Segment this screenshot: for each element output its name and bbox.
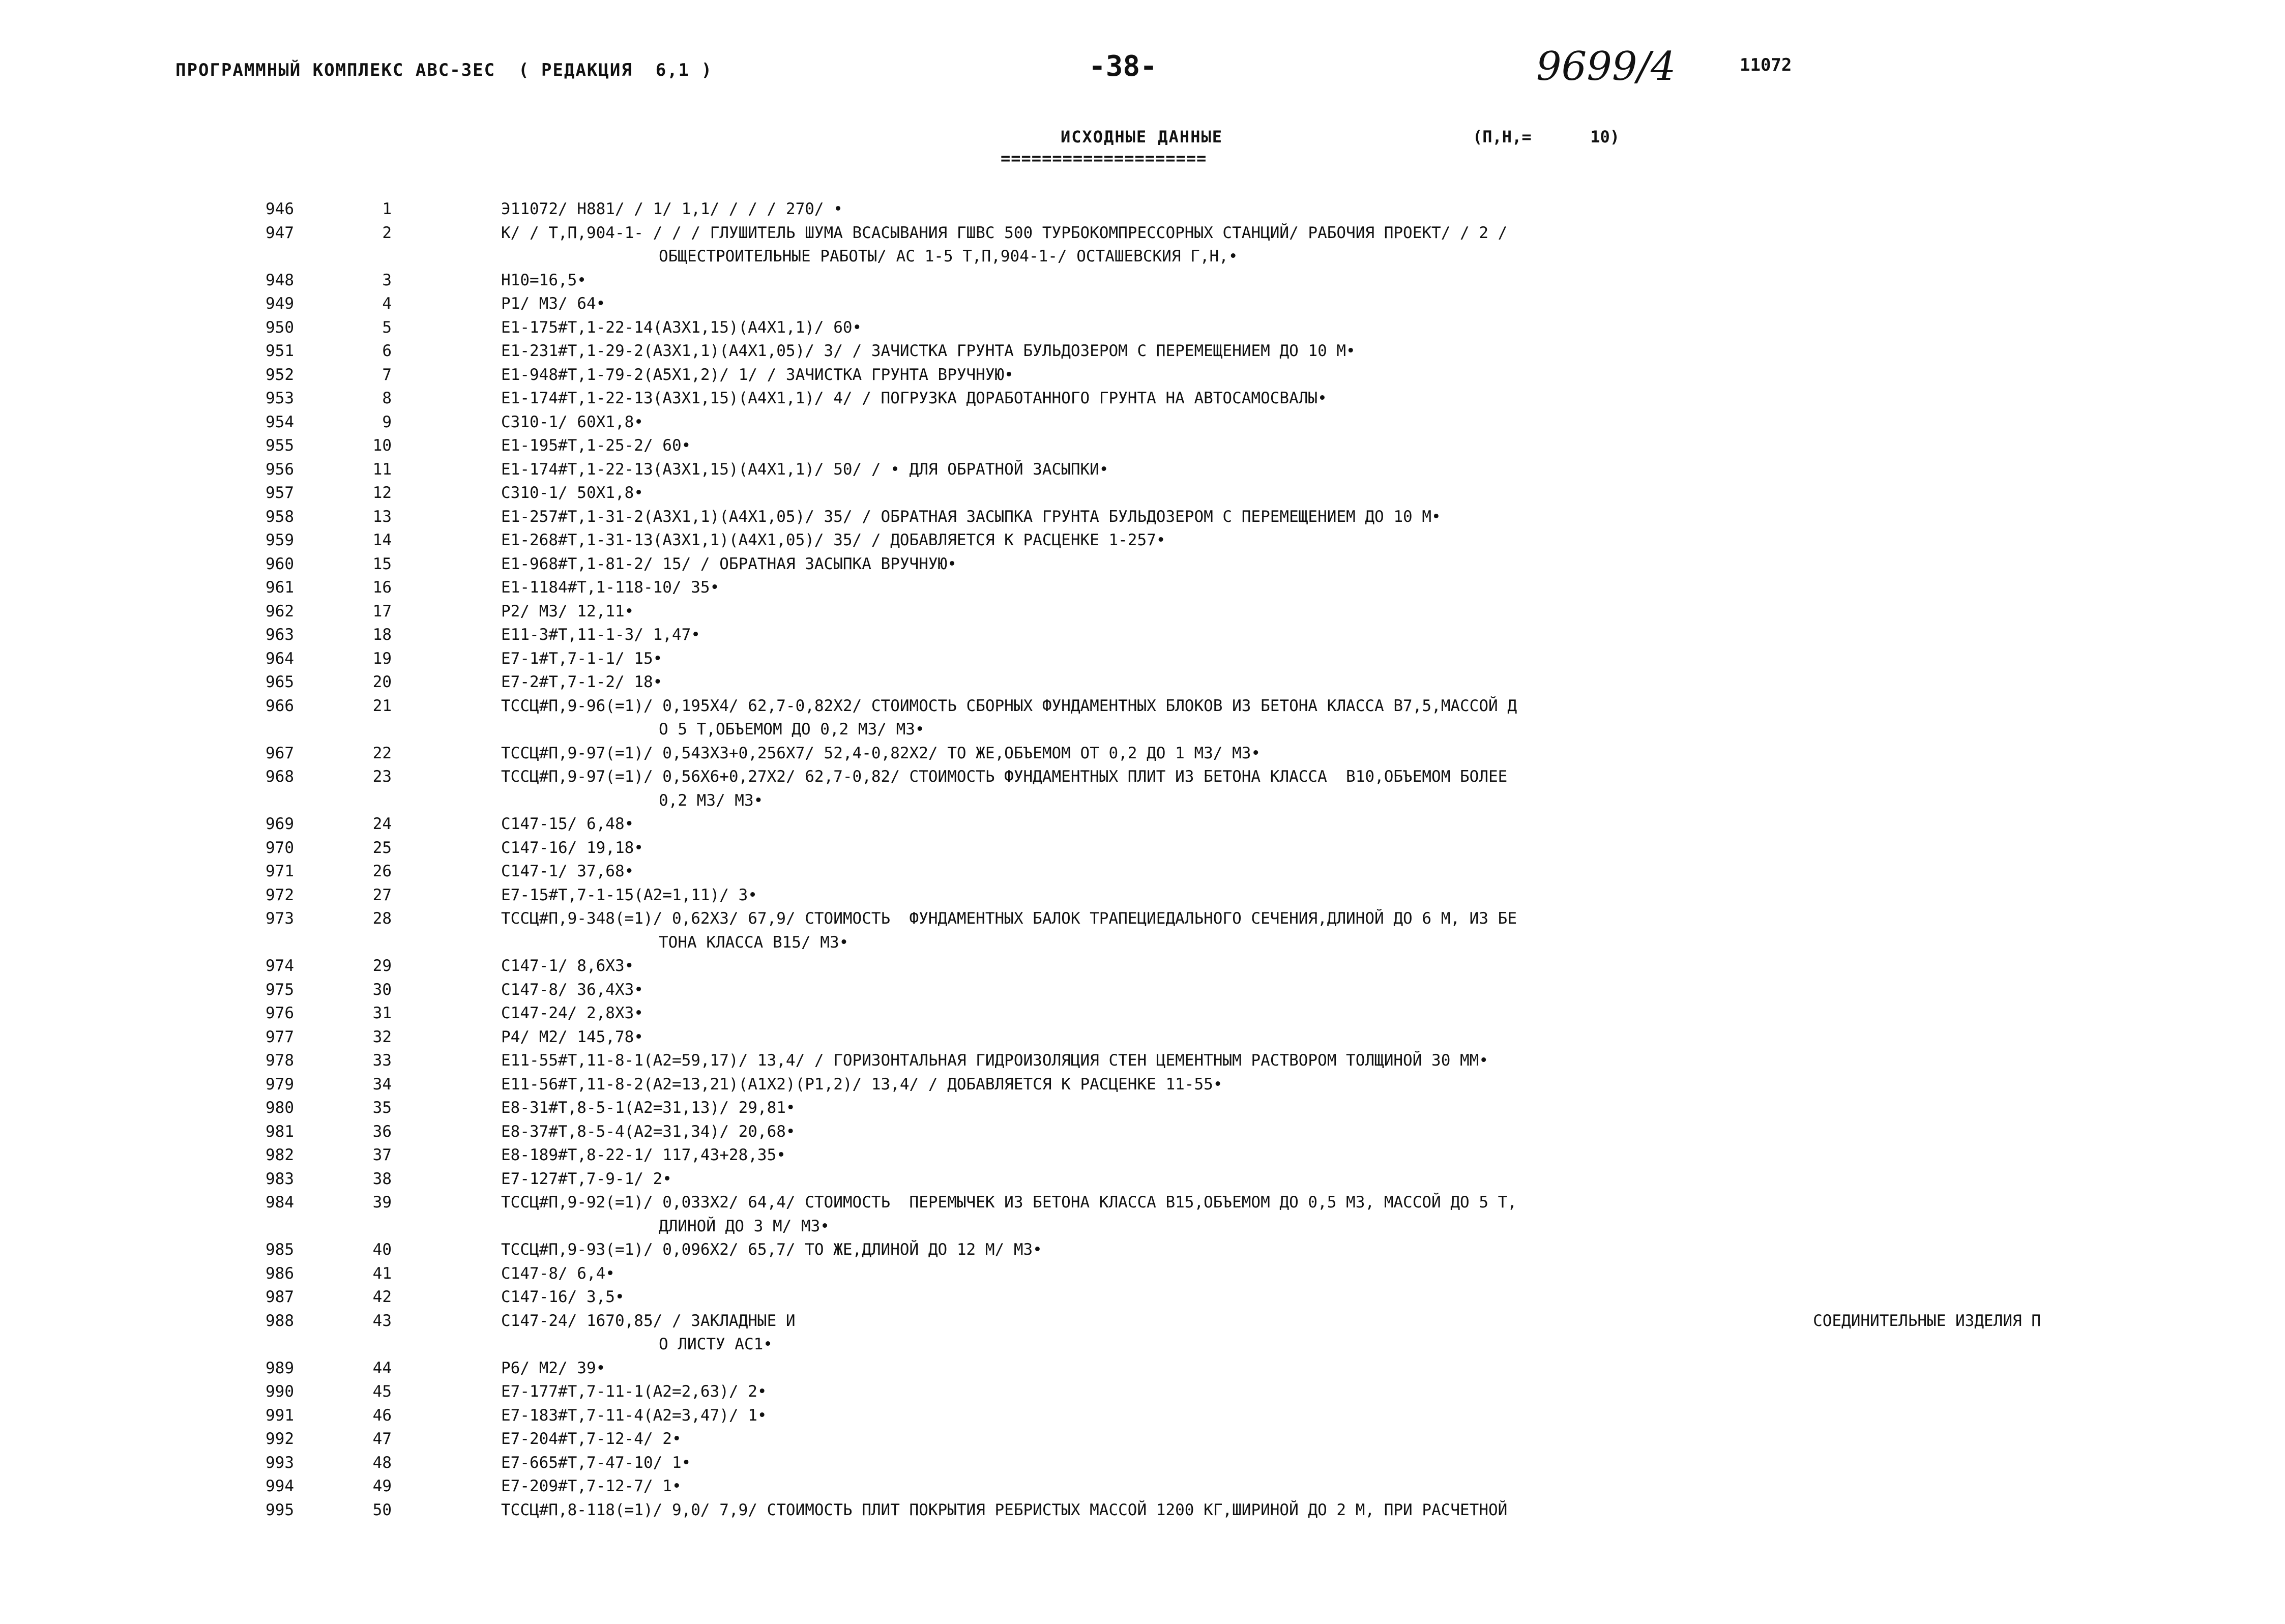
line-text-main: Е7-665#Т,7-47-10/ 1•	[501, 1453, 691, 1472]
line-sequence-number: 961	[266, 578, 294, 597]
line-text-main: Е7-183#Т,7-11-4(А2=3,47)/ 1•	[501, 1406, 767, 1425]
line-sequence-number: 994	[266, 1477, 294, 1495]
listing-row	[0, 410, 2285, 434]
line-text-main: Е7-15#Т,7-1-15(А2=1,11)/ 3•	[501, 885, 757, 904]
line-item-number: 39	[372, 1193, 392, 1212]
line-item-number: 48	[372, 1453, 392, 1472]
line-item-number: 37	[372, 1146, 392, 1164]
listing-row	[0, 528, 2285, 552]
handwritten-code: 9699/4	[1536, 44, 1676, 90]
line-text	[501, 1427, 2047, 1451]
line-sequence-number: 954	[266, 412, 294, 431]
line-item-number: 38	[372, 1169, 392, 1188]
line-text-main: Е7-1#Т,7-1-1/ 15•	[501, 649, 663, 668]
listing-row	[0, 387, 2285, 410]
line-item-number: 4	[382, 294, 392, 313]
line-text	[501, 552, 2047, 576]
line-item-number: 3	[382, 271, 392, 289]
line-text-main: ТССЦ#П,9-93(=1)/ 0,096Х2/ 65,7/ ТО ЖЕ,ДЛИНОЙ ДО 12 М/ М3•	[501, 1241, 1042, 1259]
line-item-number: 11	[372, 460, 392, 479]
line-text	[501, 410, 2047, 434]
listing-row	[0, 1404, 2285, 1428]
line-item-number: 40	[372, 1241, 392, 1259]
section-title: ИСХОДНЫЕ ДАННЫЕ	[1061, 127, 1223, 146]
line-sequence-number: 975	[266, 980, 294, 999]
section-params: (П,Н,= 10)	[1473, 127, 1620, 146]
line-sequence-number: 946	[266, 200, 294, 218]
line-text	[501, 860, 2047, 883]
line-sequence-number: 980	[266, 1099, 294, 1117]
line-sequence-number: 969	[266, 815, 294, 833]
line-text	[501, 505, 2047, 529]
line-item-number: 23	[372, 767, 392, 786]
listing-row	[0, 860, 2285, 883]
line-text	[501, 1073, 2047, 1097]
line-text	[501, 1380, 2047, 1404]
listing-row	[0, 694, 2285, 742]
line-text	[501, 1191, 2047, 1238]
line-text	[501, 1285, 2047, 1309]
line-sequence-number: 960	[266, 554, 294, 573]
line-text	[501, 765, 2047, 812]
line-sequence-number: 983	[266, 1169, 294, 1188]
line-item-number: 42	[372, 1288, 392, 1306]
listing-row	[0, 1380, 2285, 1404]
program-header: ПРОГРАММНЫЙ КОМПЛЕКС АВС-3ЕС ( РЕДАКЦИЯ 6,1 )	[175, 60, 713, 80]
line-sequence-number: 978	[266, 1051, 294, 1070]
listing-row	[0, 1238, 2285, 1262]
line-sequence-number: 985	[266, 1241, 294, 1259]
line-text	[501, 954, 2047, 978]
listing-row	[0, 647, 2285, 671]
listing-row	[0, 907, 2285, 954]
line-text-main: Е7-209#Т,7-12-7/ 1•	[501, 1477, 682, 1495]
line-text	[501, 600, 2047, 624]
listing-row	[0, 197, 2285, 221]
line-item-number: 16	[372, 578, 392, 597]
line-text	[501, 1262, 2047, 1286]
line-text-main: Р2/ М3/ 12,11•	[501, 602, 634, 621]
line-sequence-number: 986	[266, 1264, 294, 1283]
line-item-number: 14	[372, 531, 392, 549]
listing-row	[0, 1001, 2285, 1025]
line-text	[501, 978, 2047, 1002]
listing-row	[0, 954, 2285, 978]
listing-row	[0, 1191, 2285, 1238]
line-text	[501, 292, 2047, 316]
listing-row	[0, 1356, 2285, 1380]
line-sequence-number: 958	[266, 507, 294, 526]
line-text-main: Е1-174#Т,1-22-13(А3Х1,15)(А4Х1,1)/ 50/ / • ДЛЯ ОБРАТНОЙ ЗАСЫПКИ•	[501, 460, 1109, 479]
line-text	[501, 339, 2047, 363]
line-sequence-number: 982	[266, 1146, 294, 1164]
listing-row	[0, 576, 2285, 600]
line-sequence-number: 967	[266, 744, 294, 762]
line-text-main: Е1-195#Т,1-25-2/ 60•	[501, 436, 691, 455]
line-sequence-number: 957	[266, 484, 294, 502]
line-text-main: Е7-177#Т,7-11-1(А2=2,63)/ 2•	[501, 1382, 767, 1401]
line-text-main: С147-24/ 1670,85/ / ЗАКЛАДНЫЕ И	[501, 1311, 796, 1330]
line-text-main: Е8-31#Т,8-5-1(А2=31,13)/ 29,81•	[501, 1099, 796, 1117]
line-item-number: 25	[372, 838, 392, 857]
line-text-main: Э11072/ Н881/ / 1/ 1,1/ / / / 270/ •	[501, 200, 843, 218]
line-item-number: 35	[372, 1099, 392, 1117]
listing-row	[0, 765, 2285, 812]
line-text-main: С147-15/ 6,48•	[501, 815, 634, 833]
listing-row	[0, 623, 2285, 647]
listing-row	[0, 1474, 2285, 1498]
listing-row	[0, 434, 2285, 458]
line-text-main: Е1-968#Т,1-81-2/ 15/ / ОБРАТНАЯ ЗАСЫПКА ВРУЧНУЮ•	[501, 554, 957, 573]
listing-row	[0, 481, 2285, 505]
listing-row	[0, 670, 2285, 694]
line-text-main: Е1-231#Т,1-29-2(А3Х1,1)(А4Х1,05)/ 3/ / ЗАЧИСТКА ГРУНТА БУЛЬДОЗЕРОМ С ПЕРЕМЕЩЕНИЕМ ДО 10 М•	[501, 342, 1356, 360]
line-text	[501, 221, 2047, 269]
line-item-number: 45	[372, 1382, 392, 1401]
line-sequence-number: 952	[266, 365, 294, 384]
line-text-main: Е7-127#Т,7-9-1/ 2•	[501, 1169, 672, 1188]
line-item-number: 43	[372, 1311, 392, 1330]
line-text-main: Е1-268#Т,1-31-13(А3Х1,1)(А4Х1,05)/ 35/ / ДОБАВЛЯЕТСЯ К РАСЦЕНКЕ 1-257•	[501, 531, 1166, 549]
listing-row	[0, 505, 2285, 529]
line-text-main: ТССЦ#П,9-348(=1)/ 0,62Х3/ 67,9/ СТОИМОСТЬ ФУНДАМЕНТНЫХ БАЛОК ТРАПЕЦИЕДАЛЬНОГО СЕЧЕНИЯ,ДЛИНОЙ ДО 6 М, ИЗ БЕ	[501, 909, 1517, 928]
line-text-main: С310-1/ 50Х1,8•	[501, 484, 643, 502]
line-sequence-number: 949	[266, 294, 294, 313]
line-item-number: 31	[372, 1004, 392, 1022]
line-sequence-number: 984	[266, 1193, 294, 1212]
line-text	[501, 1474, 2047, 1498]
line-text-main: С147-16/ 3,5•	[501, 1288, 625, 1306]
line-text	[501, 481, 2047, 505]
listing-row	[0, 292, 2285, 316]
line-text	[501, 1001, 2047, 1025]
line-text	[501, 907, 2047, 954]
listing-row	[0, 812, 2285, 836]
line-sequence-number: 971	[266, 862, 294, 880]
line-text-main: Р6/ М2/ 39•	[501, 1359, 606, 1377]
listing-row	[0, 883, 2285, 907]
line-text	[501, 647, 2047, 671]
line-sequence-number: 988	[266, 1311, 294, 1330]
line-sequence-number: 948	[266, 271, 294, 289]
line-sequence-number: 993	[266, 1453, 294, 1472]
line-sequence-number: 977	[266, 1027, 294, 1046]
line-text	[501, 1238, 2047, 1262]
line-item-number: 29	[372, 957, 392, 975]
line-text-main: С147-16/ 19,18•	[501, 838, 643, 857]
line-sequence-number: 981	[266, 1122, 294, 1141]
line-item-number: 1	[382, 200, 392, 218]
line-item-number: 46	[372, 1406, 392, 1425]
line-item-number: 12	[372, 484, 392, 502]
line-text	[501, 1120, 2047, 1144]
line-text	[501, 1404, 2047, 1428]
listing-row	[0, 742, 2285, 765]
line-text	[501, 623, 2047, 647]
line-sequence-number: 968	[266, 767, 294, 786]
line-item-number: 33	[372, 1051, 392, 1070]
line-text-main: С147-8/ 6,4•	[501, 1264, 615, 1283]
line-text	[501, 387, 2047, 410]
line-sequence-number: 947	[266, 223, 294, 242]
line-sequence-number: 963	[266, 626, 294, 644]
line-text-main: Е1-175#Т,1-22-14(А3Х1,15)(А4Х1,1)/ 60•	[501, 318, 862, 337]
line-text	[501, 1167, 2047, 1191]
line-sequence-number: 970	[266, 838, 294, 857]
line-text-main: Е8-37#Т,8-5-4(А2=31,34)/ 20,68•	[501, 1122, 796, 1141]
line-sequence-number: 972	[266, 885, 294, 904]
line-sequence-number: 987	[266, 1288, 294, 1306]
line-text-main: С147-1/ 37,68•	[501, 862, 634, 880]
listing-row	[0, 1309, 2285, 1356]
line-text	[501, 812, 2047, 836]
line-item-number: 21	[372, 696, 392, 715]
line-item-number: 7	[382, 365, 392, 384]
line-sequence-number: 974	[266, 957, 294, 975]
line-text-main: Е11-55#Т,11-8-1(А2=59,17)/ 13,4/ / ГОРИЗОНТАЛЬНАЯ ГИДРОИЗОЛЯЦИЯ СТЕН ЦЕМЕНТНЫМ РАСТВОРОМ ТОЛЩИНОЙ 30 ММ•	[501, 1051, 1489, 1070]
line-item-number: 10	[372, 436, 392, 455]
line-item-number: 36	[372, 1122, 392, 1141]
line-sequence-number: 966	[266, 696, 294, 715]
listing-row	[0, 339, 2285, 363]
line-text-main: С147-8/ 36,4Х3•	[501, 980, 643, 999]
line-item-number: 49	[372, 1477, 392, 1495]
line-text-main: Е7-204#Т,7-12-4/ 2•	[501, 1430, 682, 1448]
document-number: 11072	[1740, 55, 1792, 75]
line-text	[501, 883, 2047, 907]
line-sequence-number: 951	[266, 342, 294, 360]
listing-row	[0, 1096, 2285, 1120]
line-text	[501, 197, 2047, 221]
line-text	[501, 1025, 2047, 1049]
line-sequence-number: 990	[266, 1382, 294, 1401]
line-text-main: Р4/ М2/ 145,78•	[501, 1027, 643, 1046]
listing-row	[0, 1285, 2285, 1309]
line-item-number: 20	[372, 673, 392, 691]
listing-row	[0, 221, 2285, 269]
title-underline: ====================	[1001, 149, 1207, 168]
line-item-number: 47	[372, 1430, 392, 1448]
line-text	[501, 363, 2047, 387]
line-text-continuation: О 5 Т,ОБЪЕМОМ ДО 0,2 М3/ М3•	[659, 720, 925, 739]
line-text-main: С147-24/ 2,8Х3•	[501, 1004, 643, 1022]
line-item-number: 18	[372, 626, 392, 644]
listing-row	[0, 363, 2285, 387]
line-text	[501, 670, 2047, 694]
listing-row	[0, 1498, 2285, 1522]
listing-row	[0, 1049, 2285, 1073]
listing	[0, 197, 2285, 1522]
line-text	[501, 1451, 2047, 1475]
line-text	[501, 316, 2047, 340]
line-text	[501, 434, 2047, 458]
listing-row	[0, 552, 2285, 576]
line-item-number: 26	[372, 862, 392, 880]
line-text	[501, 1049, 2047, 1073]
line-item-number: 41	[372, 1264, 392, 1283]
line-text-main: С310-1/ 60Х1,8•	[501, 412, 643, 431]
listing-row	[0, 1262, 2285, 1286]
line-text	[501, 458, 2047, 482]
line-sequence-number: 962	[266, 602, 294, 621]
line-text-continuation: ДЛИНОЙ ДО 3 М/ М3•	[659, 1217, 830, 1235]
line-item-number: 13	[372, 507, 392, 526]
line-text-main: ТССЦ#П,9-92(=1)/ 0,033Х2/ 64,4/ СТОИМОСТЬ ПЕРЕМЫЧЕК ИЗ БЕТОНА КЛАССА В15,ОБЪЕМОМ ДО 0,5 М3, МАССОЙ ДО 5 Т,	[501, 1193, 1517, 1212]
listing-row	[0, 1167, 2285, 1191]
line-text-main: Е1-1184#Т,1-118-10/ 35•	[501, 578, 720, 597]
line-text-main: ТССЦ#П,9-96(=1)/ 0,195Х4/ 62,7-0,82Х2/ СТОИМОСТЬ СБОРНЫХ ФУНДАМЕНТНЫХ БЛОКОВ ИЗ БЕТОНА КЛАССА В7,5,МАССОЙ Д	[501, 696, 1517, 715]
line-text-main: ТССЦ#П,9-97(=1)/ 0,56Х6+0,27Х2/ 62,7-0,82/ СТОИМОСТЬ ФУНДАМЕНТНЫХ ПЛИТ ИЗ БЕТОНА КЛАССА В10,ОБЪЕМОМ БОЛЕЕ	[501, 767, 1508, 786]
line-text-main: Е11-56#Т,11-8-2(А2=13,21)(А1Х2)(Р1,2)/ 13,4/ / ДОБАВЛЯЕТСЯ К РАСЦЕНКЕ 11-55•	[501, 1075, 1223, 1094]
listing-row	[0, 316, 2285, 340]
line-sequence-number: 995	[266, 1500, 294, 1519]
line-text	[501, 1498, 2047, 1522]
line-text-continuation: ОБЩЕСТРОИТЕЛЬНЫЕ РАБОТЫ/ АС 1-5 Т,П,904-1-/ ОСТАШЕВСКИЯ Г,Н,•	[659, 247, 1238, 265]
line-sequence-number: 979	[266, 1075, 294, 1094]
line-text	[501, 1096, 2047, 1120]
line-sequence-number: 959	[266, 531, 294, 549]
listing-row	[0, 1427, 2285, 1451]
line-sequence-number: 976	[266, 1004, 294, 1022]
line-sequence-number: 991	[266, 1406, 294, 1425]
line-text-right: СОЕДИНИТЕЛЬНЫЕ ИЗДЕЛИЯ П	[1813, 1311, 2041, 1330]
line-text-main: ТССЦ#П,8-118(=1)/ 9,0/ 7,9/ СТОИМОСТЬ ПЛИТ ПОКРЫТИЯ РЕБРИСТЫХ МАССОЙ 1200 КГ,ШИРИНОЙ ДО 2 М, ПРИ РАСЧЕТНОЙ	[501, 1500, 1508, 1519]
line-text	[501, 836, 2047, 860]
line-sequence-number: 989	[266, 1359, 294, 1377]
listing-row	[0, 1451, 2285, 1475]
line-item-number: 22	[372, 744, 392, 762]
listing-row	[0, 1073, 2285, 1097]
line-text-main: Н10=16,5•	[501, 271, 587, 289]
line-text-main: Е1-257#Т,1-31-2(А3Х1,1)(А4Х1,05)/ 35/ / ОБРАТНАЯ ЗАСЫПКА ГРУНТА БУЛЬДОЗЕРОМ С ПЕРЕМЕЩЕНИЕМ ДО 10 М•	[501, 507, 1441, 526]
line-sequence-number: 973	[266, 909, 294, 928]
line-item-number: 9	[382, 412, 392, 431]
line-text-main: Е1-948#Т,1-79-2(А5Х1,2)/ 1/ / ЗАЧИСТКА ГРУНТА ВРУЧНУЮ•	[501, 365, 1014, 384]
listing-row	[0, 1025, 2285, 1049]
line-text-main: Р1/ М3/ 64•	[501, 294, 606, 313]
line-item-number: 2	[382, 223, 392, 242]
line-text	[501, 528, 2047, 552]
listing-row	[0, 458, 2285, 482]
line-item-number: 34	[372, 1075, 392, 1094]
line-sequence-number: 992	[266, 1430, 294, 1448]
line-item-number: 28	[372, 909, 392, 928]
listing-row	[0, 978, 2285, 1002]
line-item-number: 44	[372, 1359, 392, 1377]
line-text-main: ТССЦ#П,9-97(=1)/ 0,543Х3+0,256Х7/ 52,4-0,82Х2/ ТО ЖЕ,ОБЪЕМОМ ОТ 0,2 ДО 1 М3/ М3•	[501, 744, 1261, 762]
line-text-main: Е11-3#Т,11-1-3/ 1,47•	[501, 626, 700, 644]
line-text-main: Е1-174#Т,1-22-13(А3Х1,15)(А4Х1,1)/ 4/ / ПОГРУЗКА ДОРАБОТАННОГО ГРУНТА НА АВТОСАМОСВАЛЫ•	[501, 389, 1327, 407]
line-text	[501, 576, 2047, 600]
line-item-number: 27	[372, 885, 392, 904]
line-item-number: 32	[372, 1027, 392, 1046]
line-sequence-number: 955	[266, 436, 294, 455]
line-item-number: 6	[382, 342, 392, 360]
line-sequence-number: 956	[266, 460, 294, 479]
line-text	[501, 1143, 2047, 1167]
line-item-number: 50	[372, 1500, 392, 1519]
line-item-number: 24	[372, 815, 392, 833]
line-sequence-number: 950	[266, 318, 294, 337]
listing-row	[0, 836, 2285, 860]
listing-row	[0, 600, 2285, 624]
line-sequence-number: 953	[266, 389, 294, 407]
listing-row	[0, 269, 2285, 292]
line-text-continuation: ТОНА КЛАССА В15/ М3•	[659, 933, 849, 952]
line-item-number: 8	[382, 389, 392, 407]
listing-row	[0, 1143, 2285, 1167]
line-sequence-number: 964	[266, 649, 294, 668]
line-text	[501, 269, 2047, 292]
line-text-main: К/ / Т,П,904-1- / / / ГЛУШИТЕЛЬ ШУМА ВСАСЫВАНИЯ ГШВС 500 ТУРБОКОМПРЕССОРНЫХ СТАНЦИЙ/ РАБОЧИЯ ПРОЕКТ/ / 2 /	[501, 223, 1508, 242]
line-text	[501, 694, 2047, 742]
line-item-number: 30	[372, 980, 392, 999]
line-item-number: 19	[372, 649, 392, 668]
page-number: -38-	[1089, 50, 1157, 83]
line-sequence-number: 965	[266, 673, 294, 691]
line-text-continuation: 0,2 М3/ М3•	[659, 791, 764, 810]
line-text-main: С147-1/ 8,6Х3•	[501, 957, 634, 975]
line-text	[501, 1356, 2047, 1380]
line-item-number: 15	[372, 554, 392, 573]
line-text-continuation: О ЛИСТУ АС1•	[659, 1335, 773, 1353]
line-text	[501, 742, 2047, 765]
listing-row	[0, 1120, 2285, 1144]
line-text-main: Е7-2#Т,7-1-2/ 18•	[501, 673, 663, 691]
line-item-number: 5	[382, 318, 392, 337]
line-text-main: Е8-189#Т,8-22-1/ 117,43+28,35•	[501, 1146, 786, 1164]
line-item-number: 17	[372, 602, 392, 621]
